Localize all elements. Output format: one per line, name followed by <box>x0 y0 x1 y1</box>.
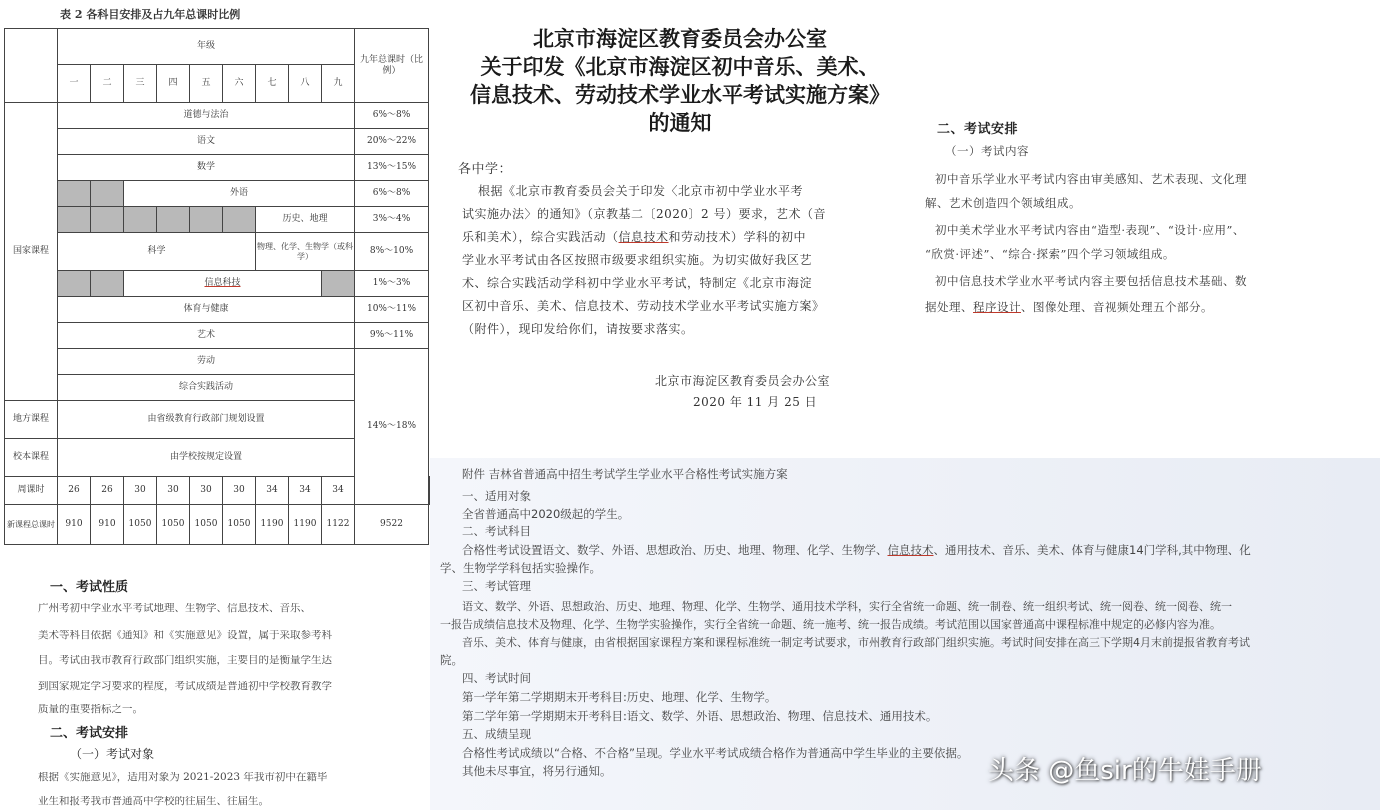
notice-date: 2020 年 11 月 25 日 <box>693 395 818 409</box>
subject-chinese: 语文 <box>58 129 355 155</box>
total-header: 九年总课时（比例） <box>355 29 429 103</box>
category-school: 校本课程 <box>5 439 58 477</box>
notice-text: 乐和美术），综合实践活动（ <box>462 230 619 244</box>
total-cell: 910 <box>58 505 91 545</box>
notice-body-line-3 <box>462 228 806 245</box>
weekly-cell: 30 <box>190 477 223 505</box>
left-heading-1: 一、考试性质 <box>50 580 129 595</box>
weekly-cell: 26 <box>58 477 91 505</box>
corner-cell <box>5 29 58 103</box>
ratio-art: 9%～11% <box>355 323 429 349</box>
attachment-title: 附件 吉林省普通高中招生考试学生学业水平合格性考试实施方案 <box>462 467 788 481</box>
right-subheading: （一）考试内容 <box>945 144 1029 158</box>
category-national: 国家课程 <box>5 103 58 401</box>
grade-cell: 八 <box>289 65 322 103</box>
notice-salutation: 各中学： <box>458 162 513 177</box>
ratio-combined: 14%～18% <box>355 349 429 505</box>
bottom-text: 合格性考试设置语文、数学、外语、思想政治、历史、地理、物理、化学、生物学、 <box>462 543 888 557</box>
weekly-cell: 34 <box>289 477 322 505</box>
total-cell: 1190 <box>289 505 322 545</box>
weekly-cell: 34 <box>322 477 355 505</box>
ratio-pe: 10%～11% <box>355 297 429 323</box>
category-local: 地方课程 <box>5 401 58 439</box>
right-line-6 <box>925 299 1213 315</box>
weekly-label: 周课时 <box>5 477 58 505</box>
gray-cell <box>157 207 190 233</box>
section-text: 其他未尽事宜，将另行通知。 <box>462 764 612 778</box>
subject-it-label: 信息科技 <box>204 278 241 289</box>
grade-header: 年级 <box>58 29 355 65</box>
gray-cell <box>190 207 223 233</box>
left-para-line: 根据《实施意见》，适用对象为 2021-2023 年我市初中在籍毕 <box>38 772 328 783</box>
ratio-it: 1%～3% <box>355 271 429 297</box>
ratio-chinese: 20%～22% <box>355 129 429 155</box>
bottom-it-highlight: 信息技术 <box>887 543 934 557</box>
gray-cell <box>58 207 91 233</box>
subject-science: 科学 <box>58 233 256 271</box>
total-label: 新课程总课时 <box>5 505 58 545</box>
notice-body-line: 学业水平考试由各区按照市级要求组织实施。为切实做好我区艺 <box>462 253 813 267</box>
table-caption: 表 2 各科目安排及占九年总课时比例 <box>60 8 241 21</box>
ratio-moral: 6%～8% <box>355 103 429 129</box>
weekly-cell: 26 <box>91 477 124 505</box>
notice-text: 和劳动技术）学科的初中 <box>668 230 807 244</box>
subject-it <box>124 271 322 297</box>
notice-signature: 北京市海淀区教育委员会办公室 <box>655 374 831 388</box>
school-content: 由学校按规定设置 <box>58 439 355 477</box>
notice-title-line: 的通知 <box>648 110 712 135</box>
weekly-cell: 34 <box>256 477 289 505</box>
section-text: 全省普通高中2020级起的学生。 <box>462 507 630 521</box>
right-line: 初中美术学业水平考试内容由“造型·表现”、“设计·应用”、 <box>935 223 1245 237</box>
left-para-line: 业生和报考我市普通高中学校的往届生、往届生。 <box>38 796 269 807</box>
right-text: 、图像处理、音视频处理五个部分。 <box>1021 300 1213 314</box>
left-heading-2: 二、考试安排 <box>50 726 129 741</box>
right-line: 解、艺术创造四个领域组成。 <box>925 196 1081 210</box>
right-text: 据处理、 <box>925 300 973 314</box>
notice-title-line: 关于印发《北京市海淀区初中音乐、美术、 <box>480 54 880 79</box>
right-line: “欣赏·评述”、“综合·探索”四个学习领域组成。 <box>925 247 1175 261</box>
curriculum-table <box>4 28 430 545</box>
subject-moral: 道德与法治 <box>58 103 355 129</box>
total-cell: 1190 <box>256 505 289 545</box>
gray-cell <box>58 181 91 207</box>
subject-practice: 综合实践活动 <box>58 375 355 401</box>
left-subheading: （一）考试对象 <box>70 747 155 761</box>
gray-cell <box>223 207 256 233</box>
ratio-hist-geo: 3%～4% <box>355 207 429 233</box>
gray-cell <box>322 271 355 297</box>
subject-foreign: 外语 <box>124 181 355 207</box>
gray-cell <box>124 207 157 233</box>
section-heading: 二、考试科目 <box>462 524 531 538</box>
section-text: 第二学年第一学期期末开考科目:语文、数学、外语、思想政治、物理、信息技术、通用技术。 <box>462 709 938 723</box>
section-text: 第一学年第二学期期末开考科目:历史、地理、化学、生物学。 <box>462 690 777 704</box>
ratio-foreign: 6%～8% <box>355 181 429 207</box>
notice-it-highlight: 信息技术 <box>618 230 669 244</box>
right-programming-highlight: 程序设计 <box>973 300 1021 314</box>
grade-cell: 二 <box>91 65 124 103</box>
grade-cell: 四 <box>157 65 190 103</box>
gray-cell <box>58 271 91 297</box>
ratio-math: 13%～15% <box>355 155 429 181</box>
weekly-cell: 30 <box>157 477 190 505</box>
grade-cell: 五 <box>190 65 223 103</box>
local-content: 由省级教育行政部门规划设置 <box>58 401 355 439</box>
total-cell: 1050 <box>124 505 157 545</box>
subject-math: 数学 <box>58 155 355 181</box>
grade-cell: 一 <box>58 65 91 103</box>
gray-cell <box>91 271 124 297</box>
watermark: 头条 @鱼sir的牛娃手册 <box>988 756 1262 786</box>
total-cell: 1050 <box>190 505 223 545</box>
section-text: 学、生物学学科包括实验操作。 <box>440 561 601 575</box>
total-cell: 1050 <box>223 505 256 545</box>
weekly-cell: 30 <box>223 477 256 505</box>
right-heading: 二、考试安排 <box>937 122 1019 137</box>
left-para-line: 目。考试由我市教育行政部门组织实施，主要目的是衡量学生达 <box>38 655 332 666</box>
ratio-phys-chem: 8%～10% <box>355 233 429 271</box>
notice-body-line: 区初中音乐、美术、信息技术、劳动技术学业水平考试实施方案》 <box>462 299 825 313</box>
section-text: 合格性考试成绩以“合格、不合格”呈现。学业水平考试成绩合格作为普通高中学生毕业的主要依据。 <box>462 746 969 760</box>
grand-total: 9522 <box>355 505 429 545</box>
right-line: 初中音乐学业水平考试内容由审美感知、艺术表现、文化理 <box>935 172 1247 186</box>
grade-cell: 九 <box>322 65 355 103</box>
notice-body-line: 根据《北京市教育委员会关于印发〈北京市初中学业水平考 <box>478 184 804 198</box>
grade-cell: 三 <box>124 65 157 103</box>
subject-art: 艺术 <box>58 323 355 349</box>
left-para-line: 美术等科目依据《通知》和《实施意见》设置，属于采取参考科 <box>38 630 332 641</box>
total-cell: 910 <box>91 505 124 545</box>
grade-cell: 七 <box>256 65 289 103</box>
section-heading: 五、成绩呈现 <box>462 727 531 741</box>
section-text: 一报告成绩信息技术及物理、化学、生物学实验操作，实行全省统一命题、统一施考、统一报告成绩。考试范围以国家普通高中课程标准中规定的必修内容为准。 <box>440 618 1221 631</box>
bottom-text: 、通用技术、音乐、美术、体育与健康14门学科,其中物理、化 <box>933 543 1251 557</box>
notice-title-line: 北京市海淀区教育委员会办公室 <box>533 26 827 51</box>
left-para-line: 质量的重要指标之一。 <box>38 704 143 715</box>
left-para-line: 广州考初中学业水平考试地理、生物学、信息技术、音乐、 <box>38 603 311 614</box>
section-heading: 一、适用对象 <box>462 489 531 503</box>
section-heading: 四、考试时间 <box>462 671 531 685</box>
section-text-it <box>462 542 1251 558</box>
total-cell: 1050 <box>157 505 190 545</box>
total-cell: 1122 <box>322 505 355 545</box>
gray-cell <box>91 207 124 233</box>
subject-labor: 劳动 <box>58 349 355 375</box>
notice-body-line: 试实施办法〉的通知》（京教基二〔2020〕2 号）要求，艺术（音 <box>462 207 826 221</box>
gray-cell <box>91 181 124 207</box>
notice-body-line: 术、综合实践活动学科初中学业水平考试，特制定《北京市海淀 <box>462 276 813 290</box>
subject-phys-chem: 物理、化学、生物学（或科学） <box>256 233 355 271</box>
section-text: 院。 <box>440 653 463 667</box>
subject-hist-geo: 历史、地理 <box>256 207 355 233</box>
subject-pe: 体育与健康 <box>58 297 355 323</box>
section-text: 音乐、美术、体育与健康，由省根据国家课程方案和课程标准统一制定考试要求，市州教育行政部门组织实施。考试时间安排在高三下学期4月末前提报省教育考试 <box>462 636 1250 649</box>
right-line: 初中信息技术学业水平考试内容主要包括信息技术基础、数 <box>935 274 1247 288</box>
notice-title-line: 信息技术、劳动技术学业水平考试实施方案》 <box>470 82 890 107</box>
section-text: 语文、数学、外语、思想政治、历史、地理、物理、化学、生物学、通用技术学科，实行全省统一命题、统一制卷、统一组织考试、统一阅卷、统一阅卷、统一 <box>462 600 1232 613</box>
section-heading: 三、考试管理 <box>462 579 531 593</box>
weekly-cell: 30 <box>124 477 157 505</box>
grade-cell: 六 <box>223 65 256 103</box>
left-para-line: 到国家规定学习要求的程度，考试成绩是普通初中学校教育教学 <box>38 681 332 692</box>
notice-body-line: （附件），现印发给你们，请按要求落实。 <box>462 322 694 336</box>
